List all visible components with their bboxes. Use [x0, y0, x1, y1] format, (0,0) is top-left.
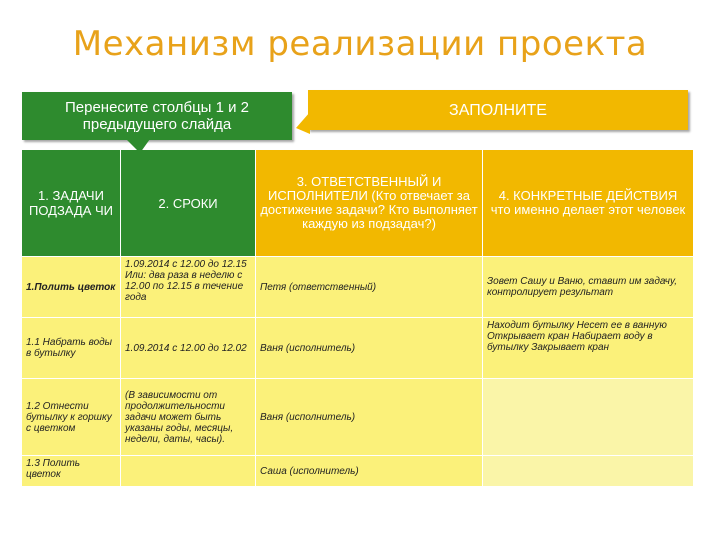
row2-deadline-text: 1.09.2014 с 12.00 до 12.02	[125, 342, 247, 354]
row2-actions	[483, 318, 693, 378]
row2-deadline	[121, 318, 255, 378]
header-responsible	[256, 150, 482, 256]
row3-responsible-text: Ваня (исполнитель)	[260, 411, 356, 423]
row3-deadline-text: (В зависимости от продолжительности задачи может быть указаны годы, месяцы, недели, даты, часы).	[125, 389, 234, 445]
row3-task-text: 1.2 Отнести бутылку к горшку с цветком	[26, 400, 112, 434]
row1-responsible-text: Петя (ответственный)	[260, 281, 377, 293]
header-actions	[483, 150, 693, 256]
page-title: Механизм реализации проекта	[72, 24, 648, 64]
row2-task	[22, 318, 120, 378]
row1-actions-text: Зовет Сашу и Ваню, ставит им задачу, контролирует результат	[487, 276, 678, 298]
row3-task	[22, 379, 120, 455]
row3-deadline	[121, 379, 255, 455]
row4-actions	[483, 456, 693, 486]
header-deadlines-label: 2. СРОКИ	[158, 195, 218, 211]
row3-responsible	[256, 379, 482, 455]
callout-transfer-columns	[22, 92, 292, 140]
row2-task-text: 1.1 Набрать воды в бутылку	[26, 337, 113, 359]
row2-responsible-text: Ваня (исполнитель)	[260, 342, 356, 354]
header-responsible-label: 3. ОТВЕТСТВЕННЫЙ И ИСПОЛНИТЕЛИ (Кто отвечает за достижение задачи? Кто выполняет каждую из подзадач?)	[260, 174, 478, 231]
header-deadlines	[121, 150, 255, 256]
callout-fill-in	[308, 90, 688, 130]
callout-fill-in-text: ЗАПОЛНИТЕ	[449, 101, 547, 119]
row1-deadline-text: 1.09.2014 с 12.00 до 12.15 Или: два раза в неделю с 12.00 по 12.15 в течение года	[125, 259, 247, 303]
row1-task-text: 1.Полить цветок	[26, 281, 116, 293]
row4-task	[22, 456, 120, 486]
header-tasks-label: 1. ЗАДАЧИ ПОДЗАДА ЧИ	[28, 188, 114, 218]
row4-responsible	[256, 456, 482, 486]
row4-task-text: 1.3 Полить цветок	[26, 458, 81, 480]
row4-deadline	[121, 456, 255, 486]
row1-task	[22, 257, 120, 317]
row1-responsible	[256, 257, 482, 317]
row4-responsible-text: Саша (исполнитель)	[260, 465, 359, 477]
row3-actions	[483, 379, 693, 455]
row1-deadline	[121, 257, 255, 317]
header-tasks	[22, 150, 120, 256]
callout-right-pointer	[296, 112, 310, 134]
callout-transfer-text: Перенесите столбцы 1 и 2 предыдущего слайда	[64, 99, 250, 133]
row2-actions-text: Находит бутылку Несет ее в ванную Открывает кран Набирает воду в бутылку Закрывает кран	[487, 320, 667, 353]
header-actions-label: 4. КОНКРЕТНЫЕ ДЕЙСТВИЯ что именно делает этот человек	[490, 188, 686, 217]
row2-responsible	[256, 318, 482, 378]
row1-actions	[483, 257, 693, 317]
